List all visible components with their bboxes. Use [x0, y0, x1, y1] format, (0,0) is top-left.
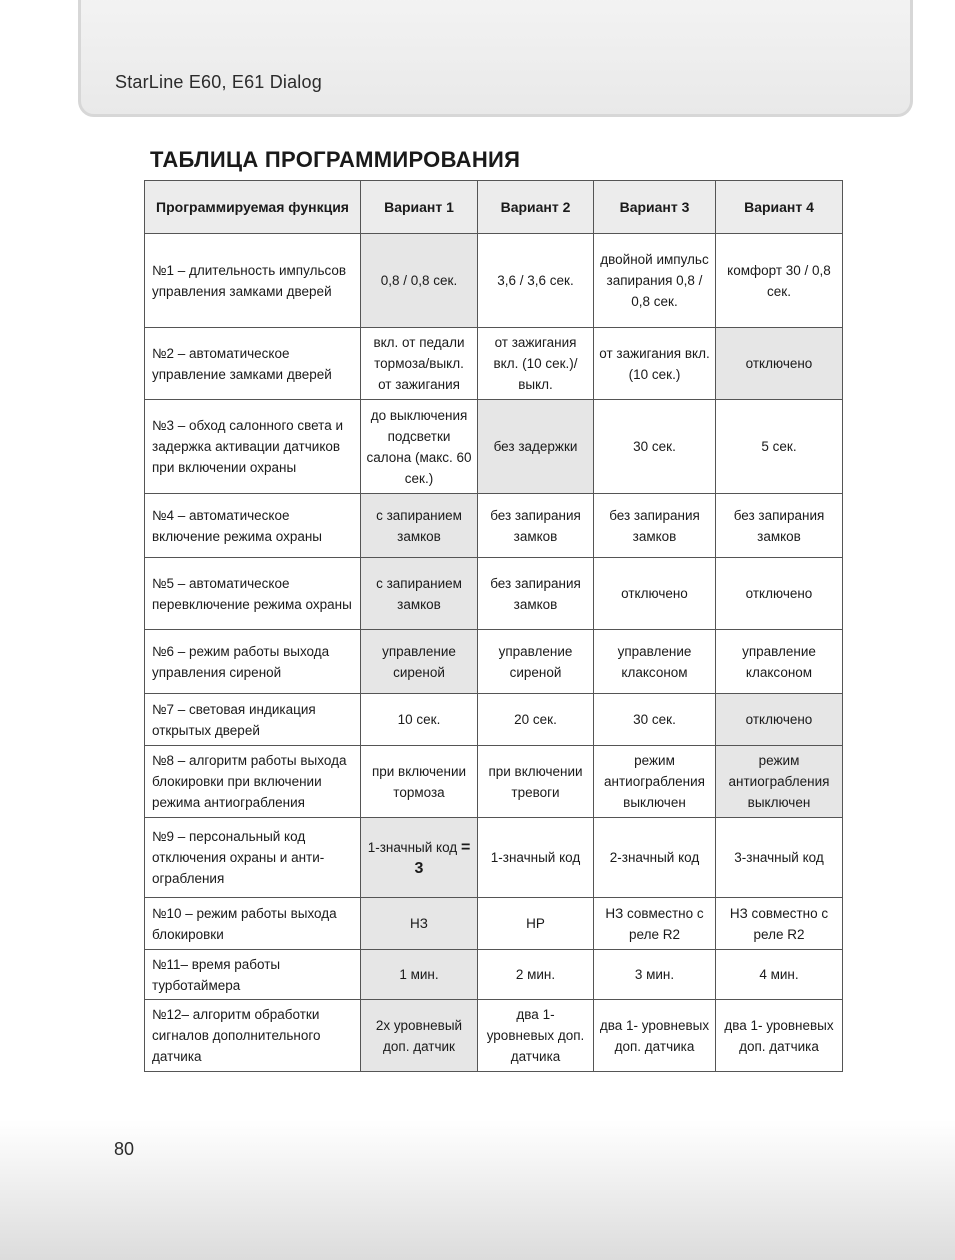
variant-cell: 2-значный код: [594, 818, 716, 898]
variant-cell: два 1- уровневых доп. датчика: [716, 1000, 843, 1072]
variant-cell: без запирания замков: [478, 494, 594, 558]
function-cell: №11– время работы турботаймера: [145, 950, 361, 1000]
variant-cell: вкл. от педали тормоза/выкл. от зажигания: [361, 328, 478, 400]
variant-cell: 2х уровневый доп. датчик: [361, 1000, 478, 1072]
column-header-variant-3: Вариант 3: [594, 181, 716, 234]
variant-cell: НЗ совместно с реле R2: [716, 898, 843, 950]
column-header-function: Программируемая функция: [145, 181, 361, 234]
function-cell: №1 – длительность импульсов управления замками дверей: [145, 234, 361, 328]
variant-cell: отключено: [716, 328, 843, 400]
variant-cell: без запирания замков: [716, 494, 843, 558]
variant-cell: 3,6 / 3,6 сек.: [478, 234, 594, 328]
function-cell: №10 – режим работы выхода блокировки: [145, 898, 361, 950]
variant-cell: 0,8 / 0,8 сек.: [361, 234, 478, 328]
table-row: [145, 400, 843, 494]
variant-cell: управление сиреной: [478, 630, 594, 694]
variant-cell: отключено: [716, 558, 843, 630]
function-cell: №8 – алгоритм работы выхода блокировки при включении режима антиограбления: [145, 746, 361, 818]
function-cell: №6 – режим работы выхода управления сиреной: [145, 630, 361, 694]
table-row: [145, 494, 843, 558]
variant-cell-text: 1-значный код: [367, 839, 458, 855]
function-cell: №2 – автоматическое управление замками дверей: [145, 328, 361, 400]
variant-cell: от зажигания вкл. (10 сек.): [594, 328, 716, 400]
variant-cell: режим антиограбления выключен: [594, 746, 716, 818]
variant-cell: управление сиреной: [361, 630, 478, 694]
table-header-row: [145, 181, 843, 234]
variant-cell: с запиранием замков: [361, 558, 478, 630]
table-row: [145, 558, 843, 630]
table-row: [145, 694, 843, 746]
variant-cell: 1 мин.: [361, 950, 478, 1000]
column-header-variant-1: Вариант 1: [361, 181, 478, 234]
variant-cell: 1-значный код: [478, 818, 594, 898]
variant-cell: без задержки: [478, 400, 594, 494]
variant-cell: двойной импульс запирания 0,8 / 0,8 сек.: [594, 234, 716, 328]
table-row: [145, 630, 843, 694]
variant-cell: НР: [478, 898, 594, 950]
page-title: ТАБЛИЦА ПРОГРАММИРОВАНИЯ: [150, 147, 521, 172]
variant-cell: без запирания замков: [478, 558, 594, 630]
variant-cell: 3-значный код: [716, 818, 843, 898]
column-header-variant-4: Вариант 4: [716, 181, 843, 234]
variant-cell: НЗ совместно с реле R2: [594, 898, 716, 950]
variant-cell: 2 мин.: [478, 950, 594, 1000]
variant-cell: 30 сек.: [594, 400, 716, 494]
variant-cell: при включении тормоза: [361, 746, 478, 818]
variant-cell: при включении тревоги: [478, 746, 594, 818]
variant-cell: управление клаксоном: [594, 630, 716, 694]
column-header-variant-2: Вариант 2: [478, 181, 594, 234]
variant-cell: отключено: [594, 558, 716, 630]
header-box: [78, 0, 913, 117]
variant-cell: отключено: [716, 694, 843, 746]
table-row: [145, 950, 843, 1000]
variant-cell: 30 сек.: [594, 694, 716, 746]
code-value: = 3: [414, 838, 471, 877]
variant-cell: 20 сек.: [478, 694, 594, 746]
function-cell: №5 – автоматическое перевключение режима охраны: [145, 558, 361, 630]
variant-cell: от зажигания вкл. (10 сек.)/выкл.: [478, 328, 594, 400]
header-title: StarLine E60, E61 Dialog: [115, 72, 322, 92]
table-row: [145, 328, 843, 400]
function-cell: №3 – обход салонного света и задержка активации датчиков при включении охраны: [145, 400, 361, 494]
variant-cell: два 1- уровневых доп. датчика: [594, 1000, 716, 1072]
variant-cell: два 1- уровневых доп. датчика: [478, 1000, 594, 1072]
programming-table: [144, 180, 843, 1072]
variant-cell: управление клаксоном: [716, 630, 843, 694]
footer-band: [0, 1120, 955, 1260]
variant-cell: 5 сек.: [716, 400, 843, 494]
variant-cell: 10 сек.: [361, 694, 478, 746]
function-cell: №4 – автоматическое включение режима охраны: [145, 494, 361, 558]
variant-cell: до выключения подсветки салона (макс. 60 сек.): [361, 400, 478, 494]
table-row: [145, 746, 843, 818]
variant-cell: с запиранием замков: [361, 494, 478, 558]
function-cell: №7 – световая индикация открытых дверей: [145, 694, 361, 746]
table-row: [145, 234, 843, 328]
variant-cell: 3 мин.: [594, 950, 716, 1000]
table-row: [145, 898, 843, 950]
table-row: [145, 818, 843, 898]
function-cell: №9 – персональный код отключения охраны и анти-ограбления: [145, 818, 361, 898]
function-cell: №12– алгоритм обработки сигналов дополнительного датчика: [145, 1000, 361, 1072]
variant-cell: без запирания замков: [594, 494, 716, 558]
variant-cell: режим антиограбления выключен: [716, 746, 843, 818]
variant-cell: 4 мин.: [716, 950, 843, 1000]
table-row: [145, 1000, 843, 1072]
variant-cell: НЗ: [361, 898, 478, 950]
page-number: 80: [114, 1139, 135, 1159]
variant-cell: [361, 818, 478, 898]
variant-cell: комфорт 30 / 0,8 сек.: [716, 234, 843, 328]
